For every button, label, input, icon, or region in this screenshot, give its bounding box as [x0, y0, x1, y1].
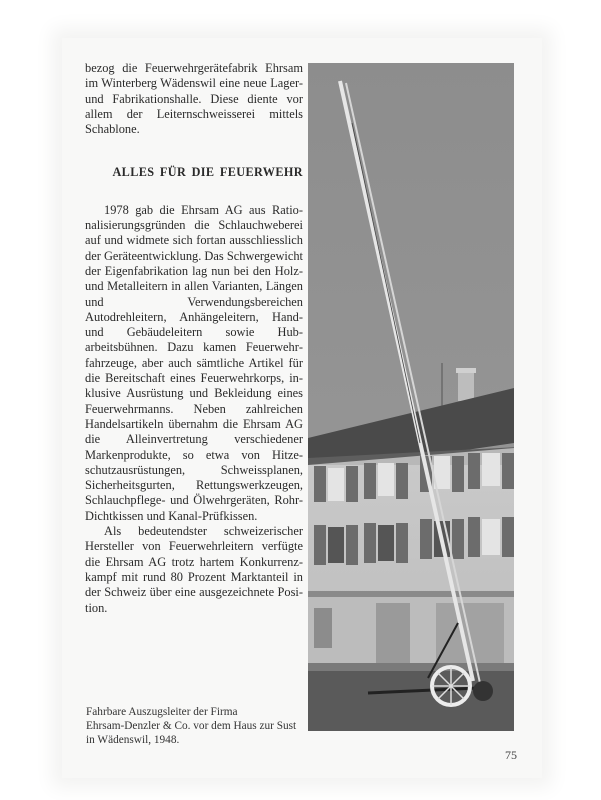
door-left: [314, 608, 332, 648]
page-number: 75: [505, 748, 517, 762]
caption-line: Ehrsam-Denzler & Co. vor dem Haus zur Sust: [86, 720, 297, 732]
caption-line: in Wädenswil, 1948.: [86, 734, 180, 746]
paragraph-intro: bezog die Feuerwehrgerätefabrik Ehrsam im Winterberg Wädenswil eine neue Lager- und Fabrikationshalle. Diese diente vor allem der Leiternschweisserei mittels Schablone.: [85, 61, 303, 137]
paragraph-product-range: 1978 gab die Ehrsam AG aus Rationalisierungsgründen die Schlauchweberei auf und widmete sich fortan ausschliesslich der Geräteentwicklung. Das Schwergewicht der Eigenfabrikation lag nun bei den Holz- und Metalleitern in allen Varianten, Längen und Verwendungsbereichen Autodrehleitern, Anhängeleitern, Hand- und Gebäudeleitern sowie Hubarbeitsbühnen. Dazu kamen Feuerwehrfahrzeuge, aber auch sämtliche Artikel für die Bereitschaft eines Feuerwehrkorps, inklusive Ausrüstung und Bekleidung eines Feuerwehrmanns. Neben zahlreichen Handelsartikeln übernahm die Ehrsam AG die Alleinvertretung verschiedener Markenprodukte, so etwa von Hitzeschutzausrüstungen, Schweissplanen, Sicherheitsgurten, Rettungswerkzeugen, Schlauchpflege- und Ölwehrgeräten, Rohr-Dichtkissen und Kanal-Prüfkissen.: [85, 202, 303, 523]
text-column: [85, 61, 303, 616]
fire-ladder-photo: [308, 63, 514, 731]
paragraph-market-position: Als bedeutendster schweizerischer Hersteller von Feuerwehrleitern verfügte die Ehrsam AG trotz hartem Konkurrenzkampf mit rund 80 Prozent Marktanteil in der Schweiz über eine ausgezeichnete Position.: [85, 524, 303, 615]
garage-door-left: [376, 603, 410, 665]
cornice: [308, 591, 514, 597]
chimney: [458, 371, 474, 401]
caption-line: Fahrbare Auszugsleiter der Firma: [86, 706, 238, 718]
figure-caption: [86, 705, 316, 747]
photo-illustration: [308, 63, 514, 731]
section-heading: ALLES FÜR DIE FEUERWEHR: [112, 165, 303, 180]
